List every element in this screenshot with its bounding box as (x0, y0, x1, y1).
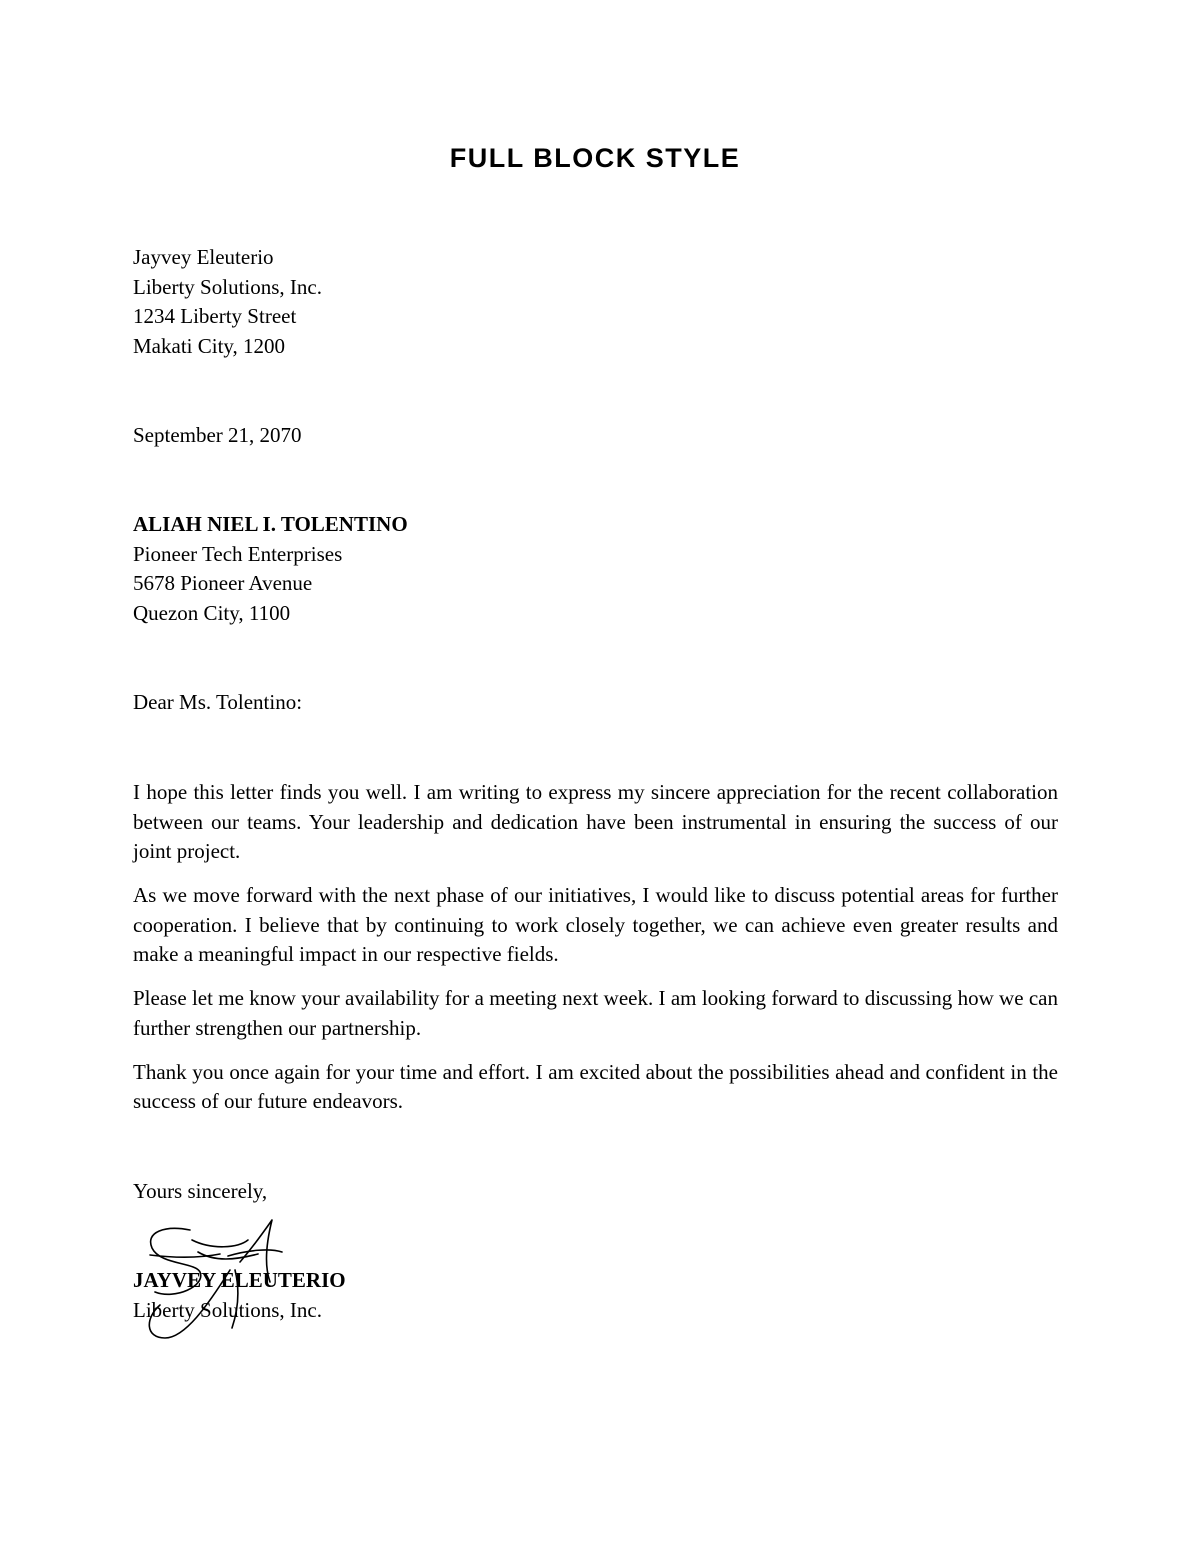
letter-date: September 21, 2070 (133, 423, 302, 447)
body-paragraph: As we move forward with the next phase of our initiatives, I would like to discuss potential areas for further cooperation. I believe that by continuing to work closely together, we can achieve even greater results and make a meaningful impact in our respective fields. (133, 883, 1058, 966)
sender-address-block (133, 243, 322, 361)
recipient-name: ALIAH NIEL I. TOLENTINO (133, 512, 408, 536)
handwritten-signature (120, 1210, 310, 1350)
sender-name: Jayvey Eleuterio (133, 245, 274, 269)
body-paragraph: I hope this letter finds you well. I am writing to express my sincere appreciation for the recent collaboration between our teams. Your leadership and dedication have been instrumental in ensuring the success of our joint project. (133, 780, 1058, 863)
sender-city: Makati City, 1200 (133, 333, 286, 358)
body-paragraph: Please let me know your availability for a meeting next week. I am looking forward to discussing how we can further strengthen our partnership. (133, 986, 1058, 1040)
signer-company: Liberty Solutions, Inc. (133, 1297, 322, 1322)
sender-company: Liberty Solutions, Inc. (133, 274, 322, 299)
signer-name: JAYVEY ELEUTERIO (133, 1268, 346, 1292)
page-title: FULL BLOCK STYLE (449, 143, 741, 173)
complimentary-close: Yours sincerely, (133, 1179, 268, 1203)
letter-body (133, 778, 1058, 1131)
salutation: Dear Ms. Tolentino: (133, 690, 303, 714)
sender-street: 1234 Liberty Street (133, 304, 297, 328)
body-paragraph: Thank you once again for your time and effort. I am excited about the possibilities ahead and confident in the success of our future endeavors. (133, 1059, 1058, 1113)
recipient-company: Pioneer Tech Enterprises (133, 541, 343, 566)
recipient-address-block (133, 510, 408, 628)
recipient-street: 5678 Pioneer Avenue (133, 571, 313, 595)
recipient-city: Quezon City, 1100 (133, 600, 291, 625)
